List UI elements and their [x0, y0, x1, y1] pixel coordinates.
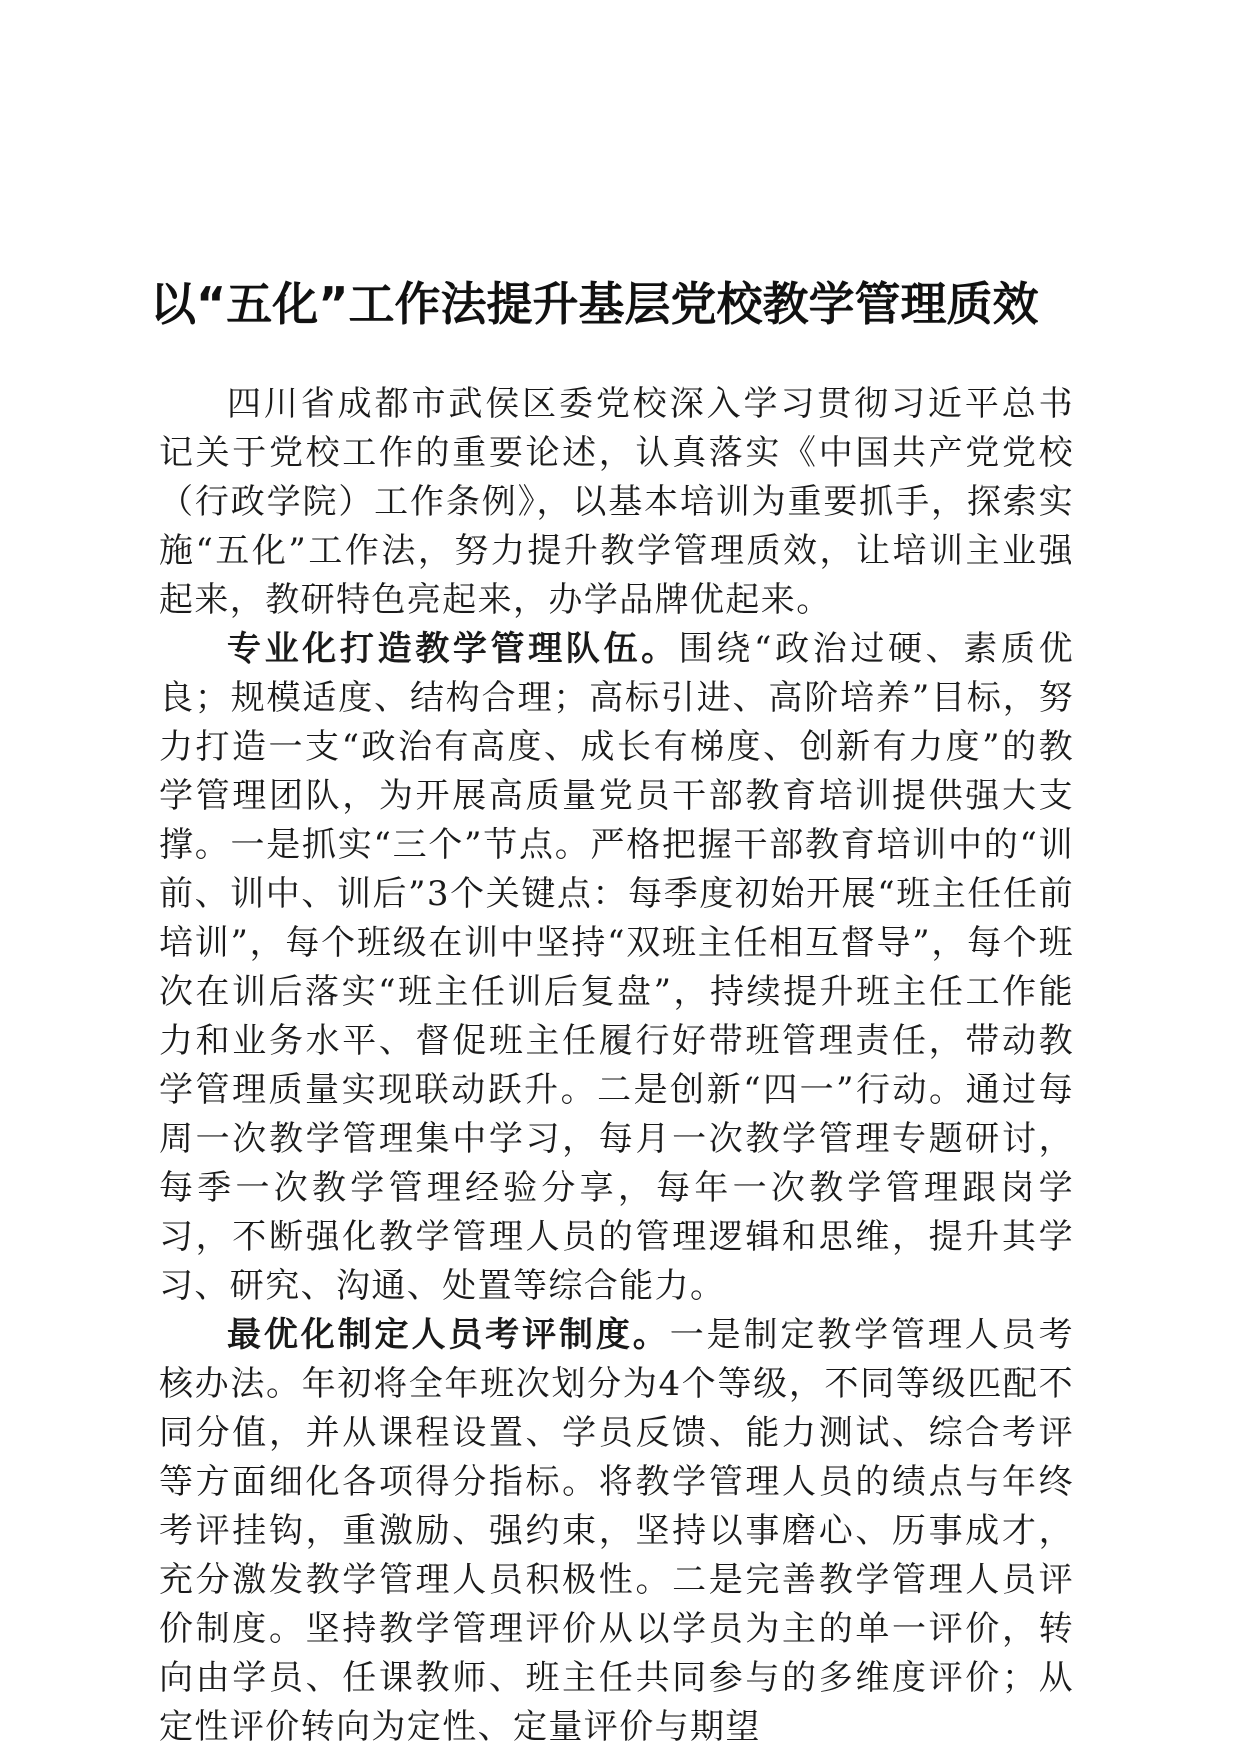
paragraph-intro — [159, 380, 1074, 625]
paragraph-evaluation-text: 一是制定教学管理人员考核办法。年初将全年班次划分为4个等级，不同等级匹配不同分值，并从课程设置、学员反馈、能力测试、综合考评等方面细化各项得分指标。将教学管理人员的绩点与年终考评挂钩，重激励、强约束，坚持以事磨心、历事成才，充分激发教学管理人员积极性。二是完善教学管理人员评价制度。坚持教学管理评价从以学员为主的单一评价，转向由学员、任课教师、班主任共同参与的多维度评价；从定性评价转向为定性、定量评价与期望 — [159, 1315, 1074, 1747]
paragraph-team-text: 围绕“政治过硬、素质优良；规模适度、结构合理；高标引进、高阶培养”目标，努力打造一支“政治有高度、成长有梯度、创新有力度”的教学管理团队，为开展高质量党员干部教育培训提供强大支撑。一是抓实“三个”节点。严格把握干部教育培训中的“训前、训中、训后”3个关键点：每季度初始开展“班主任任前培训”，每个班级在训中坚持“双班主任相互督导”，每个班次在训后落实“班主任训后复盘”，持续提升班主任工作能力和业务水平、督促班主任履行好带班管理责任，带动教学管理质量实现联动跃升。二是创新“四一”行动。通过每周一次教学管理集中学习，每月一次教学管理专题研讨，每季一次教学管理经验分享，每年一次教学管理跟岗学习，不断强化教学管理人员的管理逻辑和思维，提升其学习、研究、沟通、处置等综合能力。 — [159, 629, 1074, 1306]
paragraph-intro-text: 四川省成都市武侯区委党校深入学习贯彻习近平总书记关于党校工作的重要论述，认真落实《中国共产党党校（行政学院）工作条例》，以基本培训为重要抓手，探索实施“五化”工作法，努力提升教学管理质效，让培训主业强起来，教研特色亮起来，办学品牌优起来。 — [159, 384, 1074, 620]
document-title: 以“五化”工作法提升基层党校教学管理质效 — [150, 276, 1039, 331]
paragraph-evaluation-heading: 最优化制定人员考评制度。 — [227, 1315, 670, 1355]
paragraph-team — [159, 625, 1074, 1311]
paragraph-evaluation — [159, 1311, 1074, 1752]
document-body — [159, 380, 1074, 1752]
paragraph-team-heading: 专业化打造教学管理队伍。 — [227, 629, 679, 669]
